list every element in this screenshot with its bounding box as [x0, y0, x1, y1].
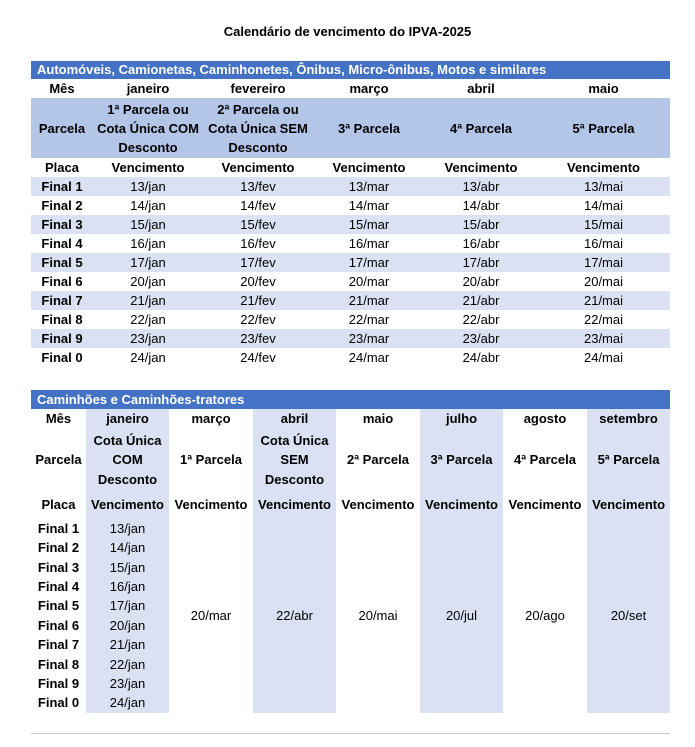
- due-date: 22/mai: [583, 312, 624, 327]
- placa-label: Placa: [41, 497, 76, 513]
- due-date: 16/mai: [583, 236, 624, 251]
- due-date: 22/abr: [462, 312, 500, 327]
- vencimento-label: Vencimento: [221, 160, 295, 175]
- table-row: [31, 291, 670, 310]
- due-date: 22/jan: [86, 655, 169, 674]
- due-date: 23/jan: [86, 674, 169, 693]
- table-row: [31, 310, 670, 329]
- due-date-single: 20/ago: [525, 608, 565, 624]
- parcelas-row: [31, 429, 670, 491]
- divider: [31, 733, 670, 734]
- months-row: [31, 79, 670, 98]
- due-date: 22/mar: [348, 312, 390, 327]
- due-date: 17/mar: [313, 253, 425, 272]
- due-date: 16/fev: [240, 236, 276, 251]
- due-date: 20/mar: [348, 274, 390, 289]
- placa-final: Final 0: [41, 350, 83, 365]
- parcela-label: Parcela: [38, 120, 86, 136]
- due-date: 24/mar: [348, 350, 390, 365]
- vencimento-label: Vencimento: [587, 491, 670, 519]
- due-date-single: 20/mar: [190, 608, 232, 624]
- ipva-table-automoveis: [31, 61, 670, 367]
- due-date: 15/jan: [86, 558, 169, 577]
- due-date: 23/fev: [203, 329, 313, 348]
- table-row: [31, 519, 670, 538]
- month-cell: março: [349, 81, 389, 96]
- due-date: 23/jan: [93, 329, 203, 348]
- due-date: 23/abr: [425, 329, 537, 348]
- placa-final: Final 4: [37, 579, 80, 595]
- due-date-single: 20/mai: [358, 608, 398, 624]
- due-date: 13/jan: [86, 519, 169, 538]
- table-row: [31, 253, 670, 272]
- due-date: 15/abr: [425, 215, 537, 234]
- parcela-cell: 5ª Parcela: [587, 429, 670, 491]
- month-cell: abril: [253, 409, 336, 428]
- vencimento-label: Vencimento: [174, 497, 248, 513]
- due-date: 13/mai: [537, 177, 670, 196]
- section-heading: Caminhões e Caminhões-tratores: [31, 390, 670, 409]
- vencimento-header-row: [31, 158, 670, 177]
- due-date: 14/jan: [130, 198, 166, 213]
- placa-final: Final 3: [31, 215, 93, 234]
- table-row: [31, 348, 670, 367]
- parcela-cell: 1ª Parcela ou Cota Única COM Desconto: [97, 101, 199, 155]
- due-date: 14/mai: [583, 198, 624, 213]
- vencimento-label: Vencimento: [86, 491, 169, 519]
- vencimento-label: Vencimento: [341, 497, 415, 513]
- due-date: 22/jan: [130, 312, 166, 327]
- due-date: 17/fev: [203, 253, 313, 272]
- table-row: [31, 234, 670, 253]
- table-row: [31, 177, 670, 196]
- parcela-cell: 5ª Parcela: [572, 120, 635, 136]
- vencimento-label: Vencimento: [508, 497, 582, 513]
- due-date: 20/fev: [240, 274, 276, 289]
- due-date: 16/jan: [86, 577, 169, 596]
- parcela-cell: Cota Única COM Desconto: [86, 429, 169, 491]
- placa-final: Final 8: [41, 312, 83, 327]
- vencimento-label: Vencimento: [567, 160, 640, 175]
- placa-final: Final 9: [31, 329, 93, 348]
- due-date: 15/fev: [203, 215, 313, 234]
- vencimento-header-row: [31, 491, 670, 519]
- due-date: 24/abr: [462, 350, 500, 365]
- placa-final: Final 7: [37, 637, 80, 653]
- month-cell: maio: [588, 81, 619, 96]
- month-cell: janeiro: [126, 81, 170, 96]
- parcela-cell: 4ª Parcela: [514, 452, 576, 468]
- month-label: Mês: [45, 411, 72, 427]
- placa-final: Final 9: [37, 676, 80, 692]
- placa-final: Final 2: [41, 198, 83, 213]
- section-heading-row: [31, 61, 670, 79]
- due-date: 13/jan: [93, 177, 203, 196]
- due-date: 17/abr: [425, 253, 537, 272]
- placa-label: Placa: [45, 160, 79, 175]
- due-date: 14/fev: [240, 198, 276, 213]
- vencimento-label: Vencimento: [111, 160, 185, 175]
- month-cell: maio: [362, 411, 394, 427]
- parcelas-row: [31, 98, 670, 158]
- due-date: 23/mar: [313, 329, 425, 348]
- vencimento-label: Vencimento: [253, 491, 336, 519]
- vencimento-label: Vencimento: [444, 160, 518, 175]
- due-date: 21/mai: [537, 291, 670, 310]
- placa-final: Final 1: [31, 177, 93, 196]
- months-row: [31, 409, 670, 428]
- parcela-cell: 1ª Parcela: [180, 452, 242, 468]
- placa-final: Final 6: [41, 274, 83, 289]
- placa-final: Final 5: [37, 598, 80, 614]
- placa-final: Final 8: [37, 656, 80, 672]
- month-cell: fevereiro: [230, 81, 286, 96]
- placa-final: Final 3: [37, 559, 80, 575]
- due-date: 13/abr: [425, 177, 537, 196]
- parcela-cell: Cota Única SEM Desconto: [253, 429, 336, 491]
- due-date: 20/abr: [462, 274, 500, 289]
- placa-final: Final 1: [37, 520, 80, 536]
- due-date: 17/mai: [537, 253, 670, 272]
- parcela-cell: 4ª Parcela: [450, 120, 512, 136]
- placa-final: Final 6: [37, 617, 80, 633]
- parcela-cell: 2ª Parcela ou Cota Única SEM Desconto: [208, 101, 308, 155]
- due-date: 15/mai: [537, 215, 670, 234]
- parcela-cell: 3ª Parcela: [338, 120, 400, 136]
- month-cell: abril: [467, 81, 495, 96]
- due-date: 24/jan: [130, 350, 166, 365]
- due-date: 24/fev: [240, 350, 276, 365]
- due-date: 23/mai: [537, 329, 670, 348]
- due-date: 16/jan: [130, 236, 166, 251]
- month-cell: agosto: [523, 411, 567, 427]
- due-date: 20/jan: [130, 274, 166, 289]
- due-date: 16/mar: [348, 236, 390, 251]
- due-date: 14/mar: [348, 198, 390, 213]
- page-title: Calendário de vencimento do IPVA-2025: [223, 24, 472, 39]
- parcela-cell: 2ª Parcela: [347, 452, 409, 468]
- table-row: [31, 215, 670, 234]
- due-date: 24/mai: [583, 350, 624, 365]
- due-date: 21/jan: [86, 635, 169, 654]
- due-date: 21/abr: [425, 291, 537, 310]
- due-date: 15/mar: [313, 215, 425, 234]
- ipva-table-caminhoes: [31, 390, 670, 713]
- due-date: 17/jan: [86, 596, 169, 615]
- due-date: 13/mar: [313, 177, 425, 196]
- placa-final: Final 5: [31, 253, 93, 272]
- due-date-single: 22/abr: [253, 519, 336, 713]
- table-row: [31, 272, 670, 291]
- due-date: 15/jan: [93, 215, 203, 234]
- due-date: 24/jan: [86, 693, 169, 712]
- due-date: 21/fev: [203, 291, 313, 310]
- table-row: [31, 329, 670, 348]
- section-heading-row: [31, 390, 670, 409]
- due-date: 22/fev: [240, 312, 276, 327]
- due-date: 13/fev: [203, 177, 313, 196]
- due-date: 20/mai: [583, 274, 624, 289]
- month-cell: março: [191, 411, 231, 427]
- vencimento-label: Vencimento: [332, 160, 406, 175]
- due-date: 14/jan: [86, 538, 169, 557]
- due-date: 16/abr: [462, 236, 500, 251]
- vencimento-label: Vencimento: [420, 491, 503, 519]
- due-date: 20/jan: [86, 616, 169, 635]
- section-heading: Automóveis, Camionetas, Caminhonetes, Ônibus, Micro-ônibus, Motos e similares: [31, 61, 670, 79]
- parcela-label: Parcela: [35, 452, 82, 468]
- table-row: [31, 196, 670, 215]
- due-date-single: 20/jul: [420, 519, 503, 713]
- placa-final: Final 0: [37, 695, 80, 711]
- placa-final: Final 4: [41, 236, 83, 251]
- placa-final: Final 2: [37, 540, 80, 556]
- due-dates-body: [31, 177, 670, 367]
- due-date: 17/jan: [93, 253, 203, 272]
- parcela-cell: 3ª Parcela: [420, 429, 503, 491]
- month-cell: setembro: [587, 409, 670, 428]
- due-date-single: 20/set: [587, 519, 670, 713]
- month-cell: julho: [420, 409, 503, 428]
- due-date: 14/abr: [462, 198, 500, 213]
- month-label: Mês: [49, 81, 75, 96]
- due-date: 21/mar: [313, 291, 425, 310]
- due-dates-body: [31, 519, 670, 713]
- month-cell: janeiro: [86, 409, 169, 428]
- due-date: 21/jan: [93, 291, 203, 310]
- placa-final: Final 7: [31, 291, 93, 310]
